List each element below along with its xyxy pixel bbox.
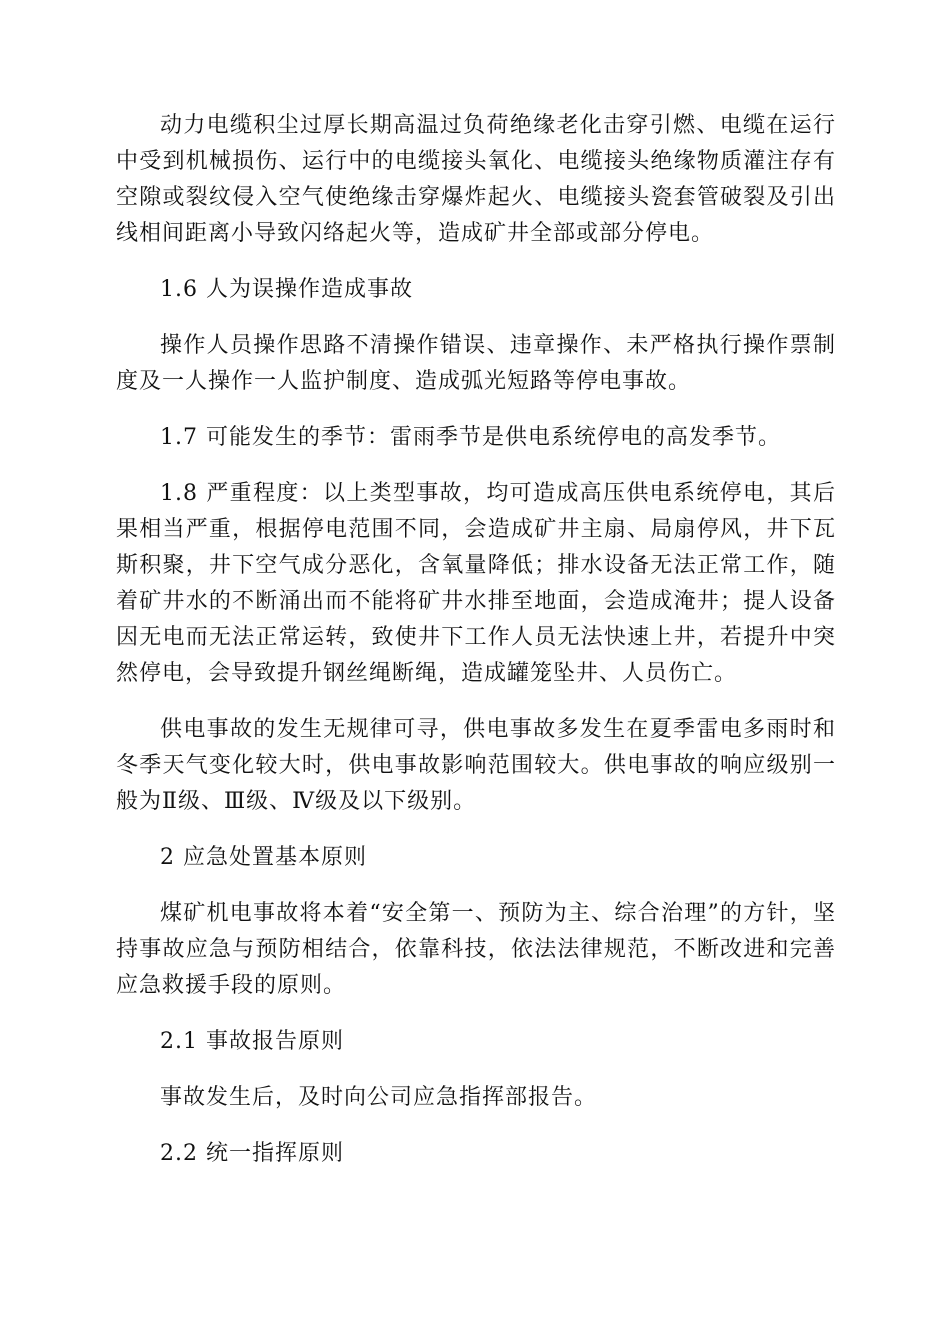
document-page [116,108,836,1192]
paragraph-occurrence: 供电事故的发生无规律可寻，供电事故多发生在夏季雷电多雨时和冬季天气变化较大时，供电事故影响范围较大。供电事故的响应级别一般为Ⅱ级、Ⅲ级、Ⅳ级及以下级别。 [116,717,836,814]
paragraph-1-8-severity: 1.8 严重程度：以上类型事故，均可造成高压供电系统停电，其后果相当严重，根据停电范围不同，会造成矿井主扇、局扇停风，井下瓦斯积聚，井下空气成分恶化，含氧量降低；排水设备无法正常工作，随着矿井水的不断涌出而不能将矿井水排至地面，会造成淹井；提人设备因无电而无法正常运转，致使井下工作人员无法快速上井，若提升中突然停电，会导致提升钢丝绳断绳，造成罐笼坠井、人员伤亡。 [116,481,836,686]
heading-1-6: 1.6 人为误操作造成事故 [160,277,413,302]
paragraph-report: 事故发生后，及时向公司应急指挥部报告。 [160,1085,598,1110]
paragraph-principles: 煤矿机电事故将本着“安全第一、预防为主、综合治理”的方针，坚持事故应急与预防相结合，依靠科技，依法法律规范，不断改进和完善应急救援手段的原则。 [116,901,836,998]
heading-2: 2 应急处置基本原则 [160,845,367,870]
heading-2-2: 2.2 统一指挥原则 [160,1141,344,1166]
paragraph-cable-fire: 动力电缆积尘过厚长期高温过负荷绝缘老化击穿引燃、电缆在运行中受到机械损伤、运行中的电缆接头氧化、电缆接头绝缘物质灌注存有空隙或裂纹侵入空气使绝缘击穿爆炸起火、电缆接头瓷套管破裂及引出线相间距离小导致闪络起火等，造成矿井全部或部分停电。 [116,113,836,246]
heading-2-1: 2.1 事故报告原则 [160,1029,344,1054]
paragraph-misoperation: 操作人员操作思路不清操作错误、违章操作、未严格执行操作票制度及一人操作一人监护制度、造成弧光短路等停电事故。 [116,333,836,394]
heading-1-7: 1.7 可能发生的季节：雷雨季节是供电系统停电的高发季节。 [160,425,781,450]
